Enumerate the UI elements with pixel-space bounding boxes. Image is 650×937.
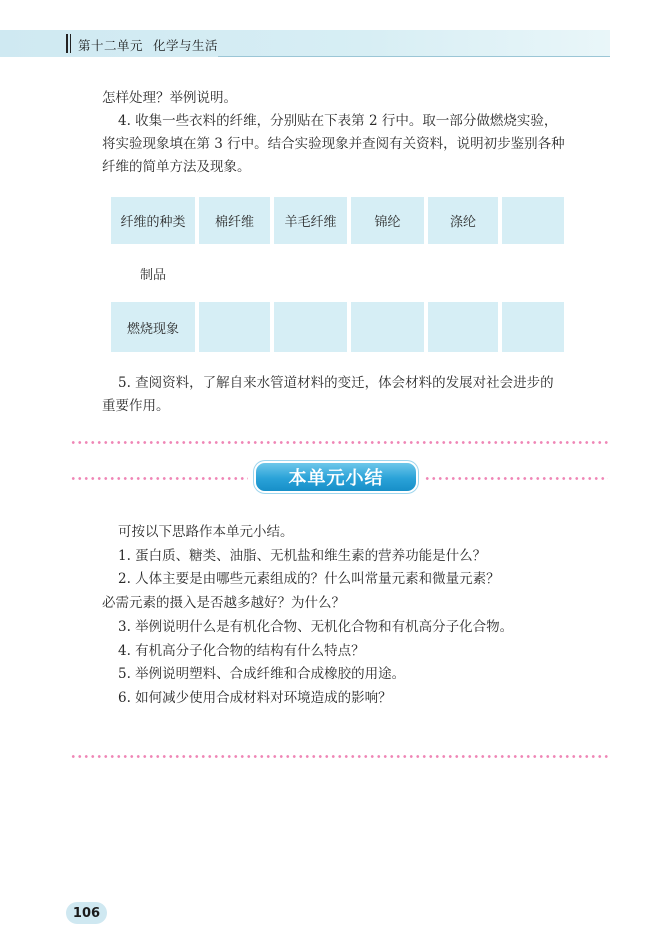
- table-header-cell: 棉纤维: [199, 197, 270, 244]
- summary-list: [102, 521, 592, 711]
- summary-intro: 可按以下思路作本单元小结。: [118, 524, 294, 540]
- fiber-table: [111, 197, 564, 352]
- list-item: 4. 有机高分子化合物的结构有什么特点？: [118, 642, 365, 659]
- list-item: 2. 人体主要是由哪些元素组成的？什么叫常量元素和微量元素？: [118, 571, 500, 588]
- dotted-divider: [70, 755, 608, 758]
- summary-heading-badge: 本单元小结: [256, 463, 416, 491]
- header-edge-mark-thin: [70, 34, 71, 53]
- table-cell: [199, 302, 270, 352]
- text-line: 4. 收集一些衣料的纤维，分别贴在下表第 2 行中。取一部分做燃烧实验，: [118, 113, 558, 129]
- table-cell: [502, 302, 564, 352]
- table-cell: [351, 302, 424, 352]
- text-line: 将实验现象填在第 3 行中。结合实验现象并查阅有关资料，说明初步鉴别各种: [102, 136, 565, 152]
- table-header-cell: 纤维的种类: [111, 197, 195, 244]
- intro-paragraph: [102, 87, 588, 179]
- dotted-divider: [424, 477, 608, 480]
- dotted-divider: [70, 441, 608, 444]
- table-header-cell: 涤纶: [428, 197, 498, 244]
- table-cell: [428, 302, 498, 352]
- list-item: 6. 如何减少使用合成材料对环境造成的影响？: [118, 689, 392, 706]
- list-item: 1. 蛋白质、糖类、油脂、无机盐和维生素的营养功能是什么？: [118, 547, 487, 564]
- list-item: 5. 举例说明塑料、合成纤维和合成橡胶的用途。: [118, 666, 406, 683]
- dotted-divider: [70, 477, 248, 480]
- text-line: 怎样处理？举例说明。: [102, 90, 237, 106]
- page-number: 106: [66, 902, 107, 924]
- header-edge-mark: [66, 34, 68, 53]
- table-header-cell: 羊毛纤维: [274, 197, 347, 244]
- table-header-cell: 锦纶: [351, 197, 424, 244]
- list-item: 3. 举例说明什么是有机化合物、无机化合物和有机高分子化合物。: [118, 618, 514, 635]
- header-rule: [218, 56, 610, 57]
- item5-paragraph: [102, 372, 588, 418]
- table-row-label: 燃烧现象: [111, 302, 195, 352]
- header-title: 化学与生活: [153, 38, 219, 53]
- running-header: [78, 36, 218, 54]
- text-line: 纤维的简单方法及现象。: [102, 159, 251, 175]
- list-item-continuation: 必需元素的摄入是否越多越好？为什么？: [102, 595, 345, 612]
- header-unit: 第十二单元: [78, 38, 144, 53]
- table-row-label: 制品: [139, 267, 166, 283]
- table-header-cell: [502, 197, 564, 244]
- text-line: 5. 查阅资料，了解自来水管道材料的变迁，体会材料的发展对社会进步的: [118, 375, 554, 391]
- table-cell: [274, 302, 347, 352]
- text-line: 重要作用。: [102, 398, 170, 414]
